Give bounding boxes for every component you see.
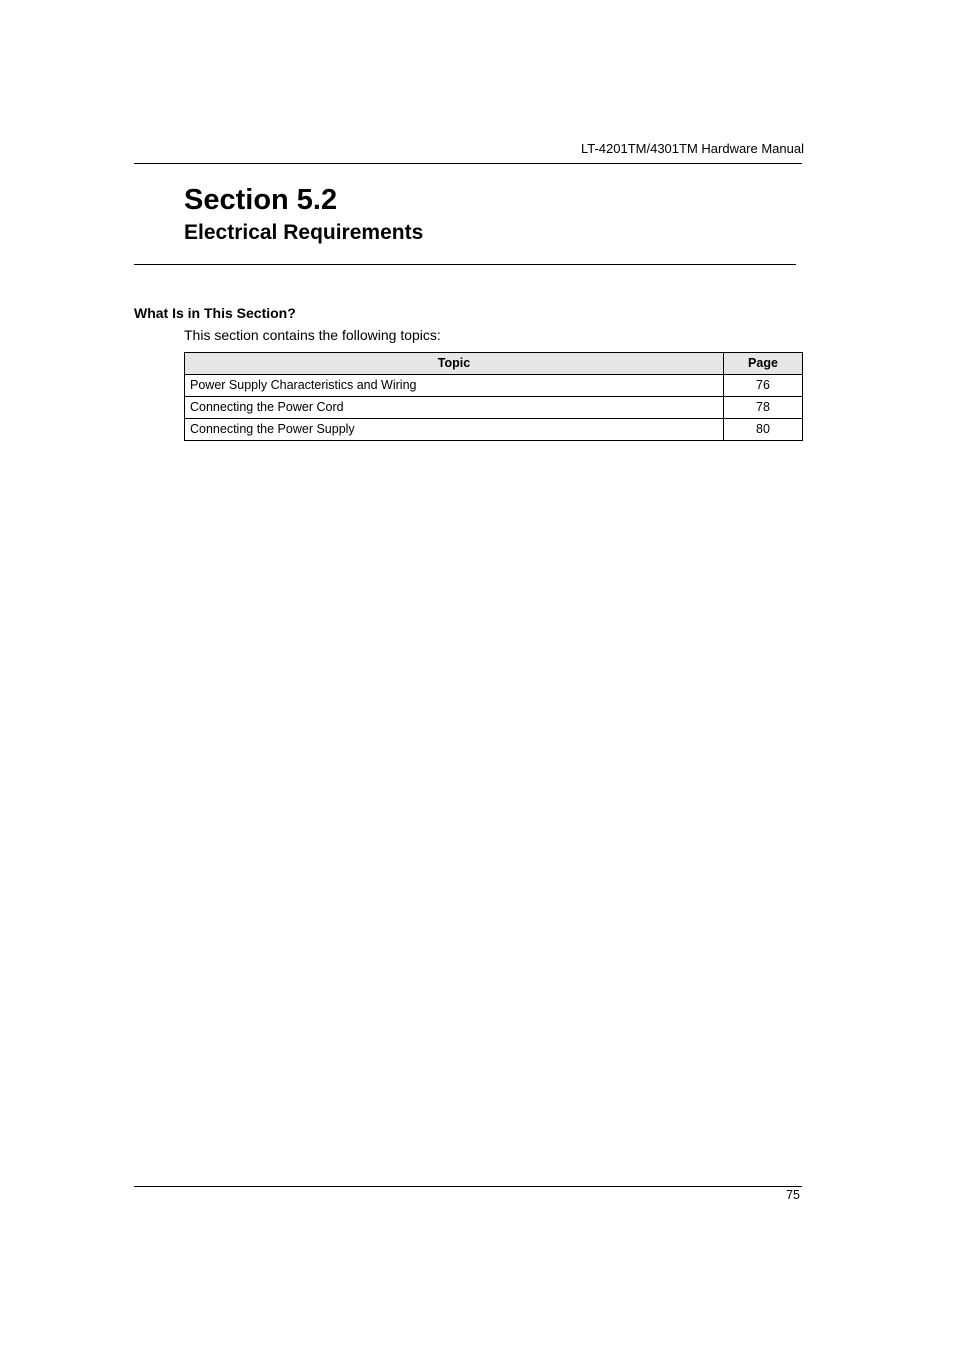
topic-cell[interactable]: Connecting the Power Supply [185,419,724,441]
topic-cell[interactable]: Connecting the Power Cord [185,397,724,419]
section-divider [134,264,796,265]
page-number: 75 [786,1188,800,1202]
page-column-header: Page [724,353,803,375]
footer-divider [134,1186,802,1187]
section-contents-heading: What Is in This Section? [134,305,296,321]
page-cell[interactable]: 80 [724,419,803,441]
topics-table-header-row [185,353,803,375]
section-number: Section 5.2 [184,184,338,216]
header-divider [134,163,802,164]
section-contents-intro: This section contains the following topics: [184,327,441,343]
table-row[interactable] [185,375,803,397]
running-header: LT-4201TM/4301TM Hardware Manual [580,141,804,156]
section-title: Electrical Requirements [184,221,424,244]
table-row[interactable] [185,419,803,441]
topics-table [184,352,803,441]
topic-cell[interactable]: Power Supply Characteristics and Wiring [185,375,724,397]
topic-column-header: Topic [185,353,724,375]
page-cell[interactable]: 76 [724,375,803,397]
table-row[interactable] [185,397,803,419]
page-cell[interactable]: 78 [724,397,803,419]
